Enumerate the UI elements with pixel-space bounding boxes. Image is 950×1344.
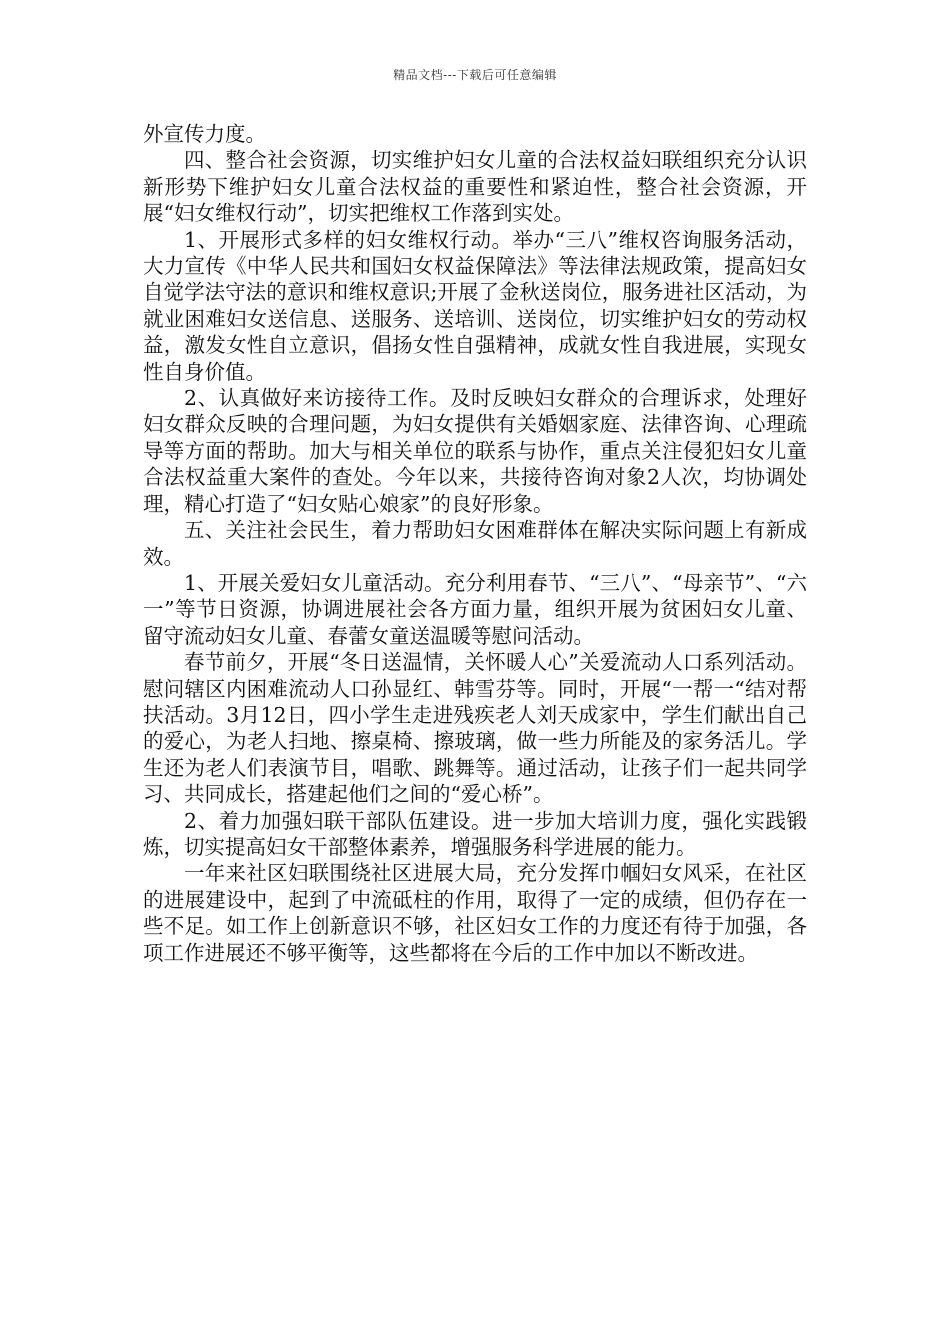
paragraph: 2、认真做好来访接待工作。及时反映妇女群众的合理诉求，处理好妇女群众反映的合理问题，为妇女提供有关婚姻家庭、法律咨询、心理疏导等方面的帮助。加大与相关单位的联系与协作，重点关注侵犯妇女儿童合法权益重大案件的查处。今年以来，共接待咨询对象2人次，均协调处理，精心打造了“妇女贴心娘家”的良好形象。 [143,386,807,516]
paragraph: 1、开展形式多样的妇女维权行动。举办“三八”维权咨询服务活动，大力宣传《中华人民共和国妇女权益保障法》等法律法规政策，提高妇女自觉学法守法的意识和维权意识;开展了金秋送岗位，服务进社区活动，为就业困难妇女送信息、送服务、送培训、送岗位，切实维护妇女的劳动权益，激发女性自立意识，倡扬女性自强精神，成就女性自我进展，实现女性自身价值。 [143,227,807,384]
paragraph: 四、整合社会资源，切实维护妇女儿童的合法权益妇联组织充分认识新形势下维护妇女儿童合法权益的重要性和紧迫性，整合社会资源，开展“妇女维权行动”，切实把维权工作落到实处。 [143,148,807,226]
page-header: 精品文档---下载后可任意编辑 [393,68,557,82]
paragraph: 春节前夕，开展“冬日送温情，关怀暖人心”关爱流动人口系列活动。慰问辖区内困难流动人口孙显红、韩雪芬等。同时，开展“一帮一“结对帮扶活动。3月12日，四小学生走进残疾老人刘天成家中，学生们献出自己的爱心，为老人扫地、擦桌椅、擦玻璃，做一些力所能及的家务活儿。学生还为老人们表演节目，唱歌、跳舞等。通过活动，让孩子们一起共同学习、共同成长，搭建起他们之间的“爱心桥”。 [143,650,807,807]
paragraph: 一年来社区妇联围绕社区进展大局，充分发挥巾帼妇女风采，在社区的进展建设中，起到了中流砥柱的作用，取得了一定的成绩，但仍存在一些不足。如工作上创新意识不够，社区妇女工作的力度还有待于加强，各项工作进展还不够平衡等，这些都将在今后的工作中加以不断改进。 [143,861,807,965]
paragraph: 1、开展关爱妇女儿童活动。充分利用春节、“三八”、“母亲节”、“六一”等节日资源，协调进展社会各方面力量，组织开展为贫困妇女儿童、留守流动妇女儿童、春蕾女童送温暖等慰问活动。 [143,570,807,648]
paragraph: 外宣传力度。 [143,122,266,146]
paragraph: 2、着力加强妇联干部队伍建设。进一步加大培训力度，强化实践锻炼，切实提高妇女干部整体素养，增强服务科学进展的能力。 [143,808,807,859]
body-text [143,121,807,966]
paragraph: 五、关注社会民生，着力帮助妇女困难群体在解决实际问题上有新成效。 [143,518,807,569]
